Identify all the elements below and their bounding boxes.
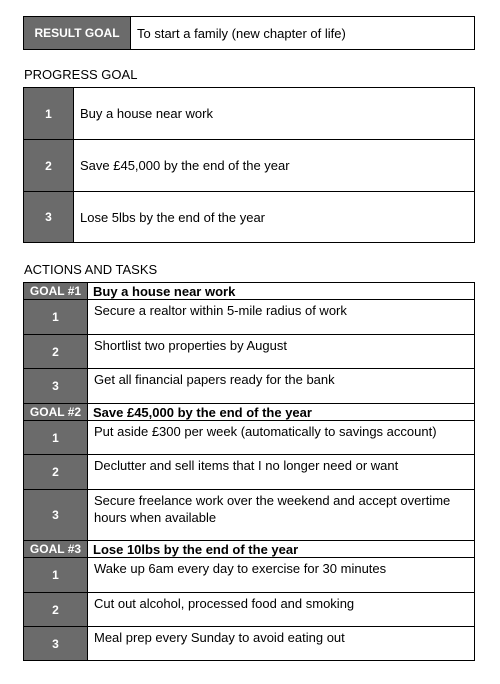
task-number: 2 bbox=[24, 593, 88, 627]
progress-row bbox=[24, 140, 475, 192]
task-number: 3 bbox=[24, 627, 88, 661]
goal-header-row bbox=[24, 283, 475, 300]
task-number: 1 bbox=[24, 421, 88, 455]
task-text: Secure a realtor within 5-mile radius of work bbox=[88, 300, 475, 335]
result-goal-label: RESULT GOAL bbox=[24, 17, 131, 50]
result-goal-value: To start a family (new chapter of life) bbox=[131, 17, 475, 50]
task-row bbox=[24, 593, 475, 627]
progress-goal-table bbox=[23, 87, 475, 243]
task-text: Secure freelance work over the weekend and accept overtime hours when available bbox=[88, 490, 475, 541]
progress-number: 3 bbox=[24, 192, 74, 243]
task-row bbox=[24, 558, 475, 593]
task-number: 2 bbox=[24, 455, 88, 490]
goal-title: Buy a house near work bbox=[88, 283, 475, 300]
task-text: Declutter and sell items that I no longer need or want bbox=[88, 455, 475, 490]
progress-number: 1 bbox=[24, 88, 74, 140]
task-row bbox=[24, 300, 475, 335]
task-text: Cut out alcohol, processed food and smoking bbox=[88, 593, 475, 627]
goal-label: GOAL #3 bbox=[24, 541, 88, 558]
task-row bbox=[24, 369, 475, 404]
progress-row bbox=[24, 192, 475, 243]
task-number: 3 bbox=[24, 490, 88, 541]
task-number: 1 bbox=[24, 300, 88, 335]
progress-goal-heading: PROGRESS GOAL bbox=[24, 67, 138, 82]
progress-number: 2 bbox=[24, 140, 74, 192]
task-row bbox=[24, 455, 475, 490]
task-number: 2 bbox=[24, 335, 88, 369]
task-text: Shortlist two properties by August bbox=[88, 335, 475, 369]
task-row bbox=[24, 335, 475, 369]
progress-text: Lose 5lbs by the end of the year bbox=[74, 192, 475, 243]
progress-text: Buy a house near work bbox=[74, 88, 475, 140]
task-text: Get all financial papers ready for the bank bbox=[88, 369, 475, 404]
goal-label: GOAL #2 bbox=[24, 404, 88, 421]
goal-title: Save £45,000 by the end of the year bbox=[88, 404, 475, 421]
task-number: 3 bbox=[24, 369, 88, 404]
goal-header-row bbox=[24, 404, 475, 421]
progress-row bbox=[24, 88, 475, 140]
task-row bbox=[24, 421, 475, 455]
task-row bbox=[24, 490, 475, 541]
actions-tasks-table bbox=[23, 282, 475, 661]
task-row bbox=[24, 627, 475, 661]
task-text: Wake up 6am every day to exercise for 30 minutes bbox=[88, 558, 475, 593]
task-text: Meal prep every Sunday to avoid eating out bbox=[88, 627, 475, 661]
goal-label: GOAL #1 bbox=[24, 283, 88, 300]
task-text: Put aside £300 per week (automatically to savings account) bbox=[88, 421, 475, 455]
result-goal-table bbox=[23, 16, 475, 50]
goal-header-row bbox=[24, 541, 475, 558]
goal-title: Lose 10lbs by the end of the year bbox=[88, 541, 475, 558]
progress-text: Save £45,000 by the end of the year bbox=[74, 140, 475, 192]
actions-tasks-heading: ACTIONS AND TASKS bbox=[24, 262, 158, 277]
task-number: 1 bbox=[24, 558, 88, 593]
